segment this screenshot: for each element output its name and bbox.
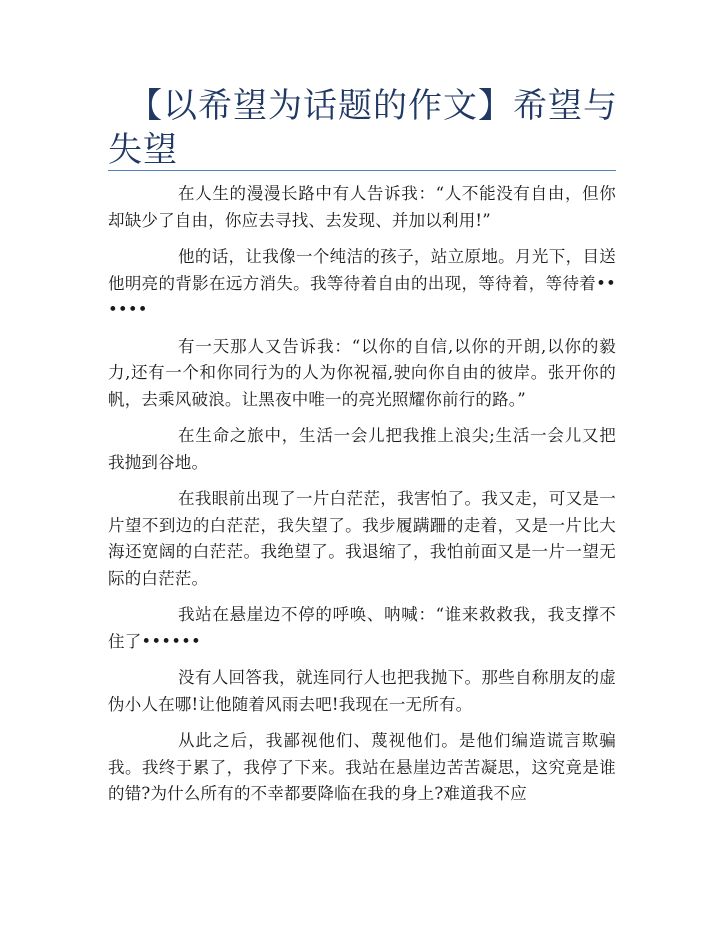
paragraph-2: 他的话，让我像一个纯洁的孩子，站立原地。月光下，目送他明亮的背影在远方消失。我等待着自由的出现，等待着，等待着••••••	[108, 247, 616, 319]
paragraph-3: 有一天那人又告诉我：“以你的自信,以你的开朗,以你的毅力,还有一个和你同行为的人为你祝福,驶向你自由的彼岸。张开你的帆，去乘风破浪。让黑夜中唯一的亮光照耀你前行的路。”	[108, 336, 616, 409]
paragraph-8: 从此之后，我鄙视他们、蔑视他们。是他们编造谎言欺骗我。我终于累了，我停了下来。我站在悬崖边苦苦凝思，这究竟是谁的错?为什么所有的不幸都要降临在我的身上?难道我不应	[108, 731, 616, 803]
paragraph-5: 在我眼前出现了一片白茫茫，我害怕了。我又走，可又是一片望不到边的白茫茫，我失望了。我步履蹒跚的走着，又是一片比大海还宽阔的白茫茫。我绝望了。我退缩了，我怕前面又是一片一望无际的白茫茫。	[108, 489, 616, 588]
paragraph-4: 在生命之旅中，生活一会儿把我推上浪尖;生活一会儿又把我抛到谷地。	[108, 426, 616, 472]
paragraph-1: 在人生的漫漫长路中有人告诉我：“人不能没有自由，但你却缺少了自由，你应去寻找、去发现、并加以利用!”	[108, 184, 616, 230]
document-body	[108, 181, 616, 818]
paragraph-6: 我站在悬崖边不停的呼唤、呐喊：“谁来救救我，我支撑不住了••••••	[108, 605, 616, 651]
title-underline-divider	[108, 170, 616, 171]
document-title: 【以希望为话题的作文】希望与失望	[108, 86, 618, 170]
paragraph-7: 没有人回答我，就连同行人也把我抛下。那些自称朋友的虚伪小人在哪!让他随着风雨去吧!我现在一无所有。	[108, 668, 616, 714]
